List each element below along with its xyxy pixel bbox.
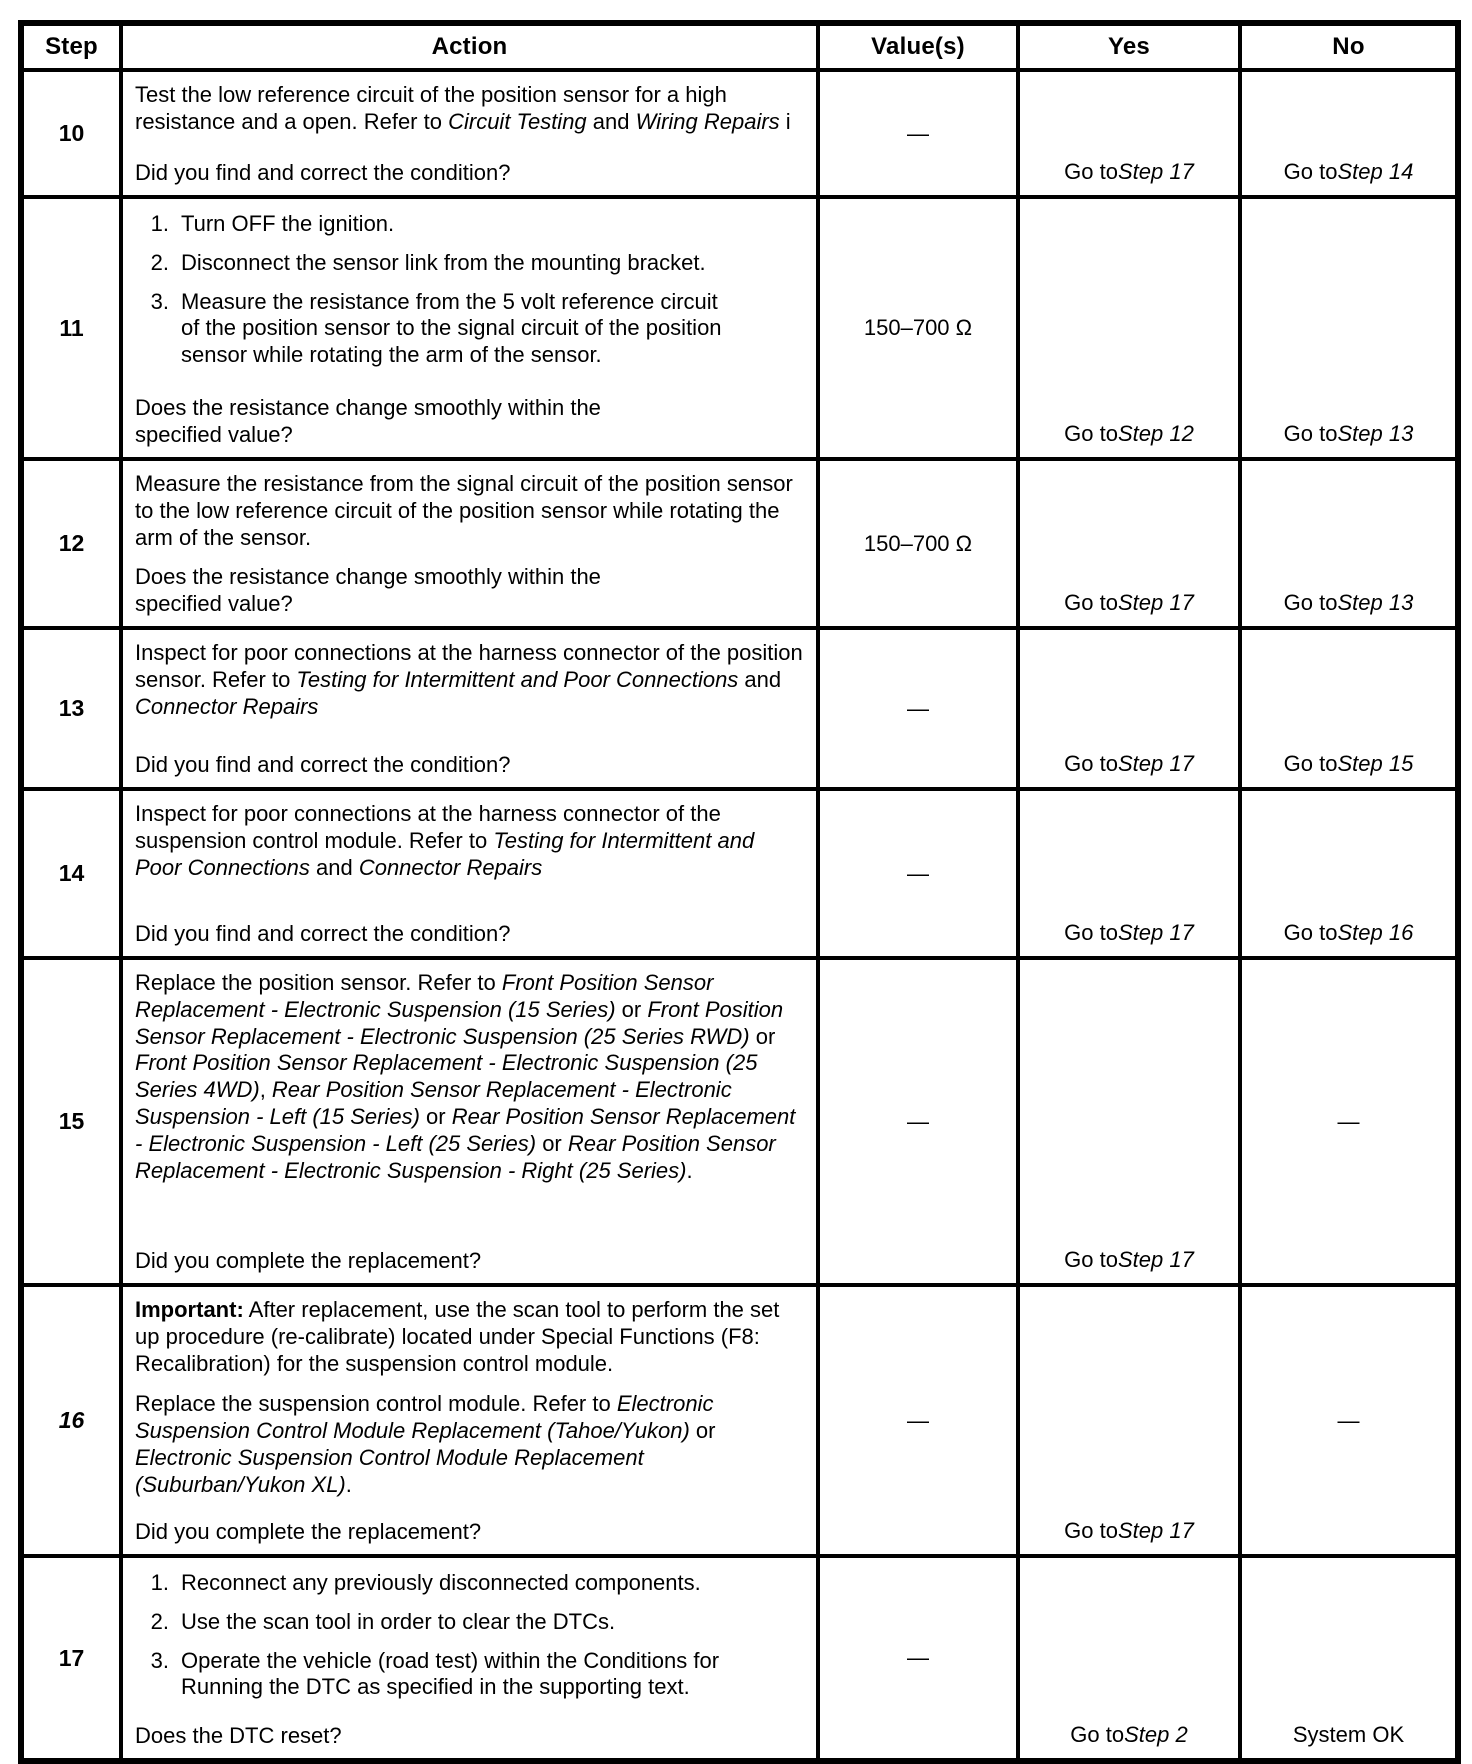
- action-question: Did you find and correct the condition?: [135, 752, 511, 778]
- value-cell: —: [818, 789, 1018, 958]
- action-cell: [121, 1556, 818, 1761]
- action-body: [135, 209, 806, 369]
- yes-cell-text: Go to Step 17: [1064, 590, 1194, 615]
- action-cell: [121, 459, 818, 628]
- column-header-no: No: [1240, 23, 1458, 70]
- step-cell: 10: [21, 70, 121, 197]
- action-question: Does the resistance change smoothly within the specified value?: [135, 395, 601, 448]
- action-question: Did you complete the replacement?: [135, 1519, 482, 1545]
- action-question: Does the resistance change smoothly within the specified value?: [135, 564, 601, 617]
- no-cell-text: Go to Step 13: [1283, 590, 1414, 615]
- step-cell: 11: [21, 197, 121, 459]
- action-question: Does the DTC reset?: [135, 1723, 342, 1749]
- action-paragraph: Replace the suspension control module. Refer to Electronic Suspension Control Module Replacement (Tahoe/Yukon) or Electronic Suspension Control Module Replacement (Suburban/Yukon XL).: [135, 1391, 716, 1497]
- no-cell: [1240, 197, 1458, 459]
- table-row: [21, 1556, 1458, 1761]
- no-cell: [1240, 789, 1458, 958]
- action-cell: [121, 70, 818, 197]
- column-header-values: Value(s): [818, 23, 1018, 70]
- no-cell-text: Go to Step 16: [1283, 920, 1414, 945]
- action-paragraph: Replace the position sensor. Refer to Front Position Sensor Replacement - Electronic Suspension (15 Series) or Front Position Sensor Replacement - Electronic Suspension (25 Series RWD) or Front Position Sensor Replacement - Electronic Suspension (25 Series 4WD), Rear Position Sensor Replacement - Electronic Suspension - Left (15 Series) or Rear Position Sensor Replacement - Electronic Suspension - Left (25 Series) or Rear Position Sensor Replacement - Electronic Suspension - Right (25 Series).: [135, 970, 796, 1183]
- yes-cell-text: Go to Step 17: [1064, 1247, 1194, 1272]
- yes-cell-text: Go to Step 17: [1064, 751, 1194, 776]
- table-row: [21, 1285, 1458, 1556]
- action-list-item: 1. Reconnect any previously disconnected components.: [150, 1570, 701, 1595]
- yes-cell: [1018, 459, 1240, 628]
- action-question: Did you complete the replacement?: [135, 1248, 482, 1274]
- action-list-item: 3. Operate the vehicle (road test) within the Conditions for Running the DTC as specified in the supporting text.: [150, 1647, 720, 1700]
- action-body: [135, 82, 806, 136]
- yes-cell-text: Go to Step 17: [1064, 159, 1194, 184]
- column-header-step: Step: [21, 23, 121, 70]
- value-cell: —: [818, 1556, 1018, 1761]
- action-list-item: 1. Turn OFF the ignition.: [150, 211, 395, 236]
- action-cell: [121, 197, 818, 459]
- step-cell: 17: [21, 1556, 121, 1761]
- no-cell-text: Go to Step 14: [1283, 159, 1414, 184]
- yes-cell-text: Go to Step 17: [1064, 1518, 1194, 1543]
- yes-cell: [1018, 789, 1240, 958]
- no-cell: [1240, 1285, 1458, 1556]
- table-row: [21, 70, 1458, 197]
- header-row: [21, 23, 1458, 70]
- column-header-yes: Yes: [1018, 23, 1240, 70]
- yes-cell: [1018, 958, 1240, 1285]
- column-header-action: Action: [121, 23, 818, 70]
- step-cell: 12: [21, 459, 121, 628]
- no-cell: [1240, 459, 1458, 628]
- table-row: [21, 459, 1458, 628]
- yes-cell: [1018, 628, 1240, 789]
- action-paragraph: Inspect for poor connections at the harness connector of the position sensor. Refer to Testing for Intermittent and Poor Connections and Connector Repairs: [135, 640, 803, 719]
- no-cell: [1240, 1556, 1458, 1761]
- value-cell: —: [818, 1285, 1018, 1556]
- table-row: [21, 197, 1458, 459]
- diagnostic-table: [18, 20, 1461, 1764]
- table-row: [21, 628, 1458, 789]
- action-cell: [121, 1285, 818, 1556]
- action-paragraph: Test the low reference circuit of the position sensor for a high resistance and a open. Refer to Circuit Testing and Wiring Repairs i: [135, 82, 791, 134]
- no-cell-text: —: [1337, 1407, 1360, 1433]
- step-cell: 13: [21, 628, 121, 789]
- table-row: [21, 789, 1458, 958]
- action-list-item: 2. Disconnect the sensor link from the mounting bracket.: [150, 249, 706, 275]
- table-row: [21, 958, 1458, 1285]
- yes-cell: [1018, 197, 1240, 459]
- action-body: [135, 471, 806, 551]
- action-body: [135, 801, 806, 881]
- action-cell: [121, 789, 818, 958]
- action-question: Did you find and correct the condition?: [135, 921, 511, 947]
- action-cell: [121, 628, 818, 789]
- step-cell: 15: [21, 958, 121, 1285]
- action-body: [135, 1297, 806, 1499]
- value-cell: —: [818, 70, 1018, 197]
- yes-cell: [1018, 1285, 1240, 1556]
- action-list-item: 2. Use the scan tool in order to clear the DTCs.: [150, 1608, 616, 1634]
- yes-cell-text: Go to Step 12: [1064, 421, 1194, 446]
- action-cell: [121, 958, 818, 1285]
- yes-cell: [1018, 1556, 1240, 1761]
- yes-cell: [1018, 70, 1240, 197]
- no-cell: [1240, 628, 1458, 789]
- step-cell: 16: [21, 1285, 121, 1556]
- value-cell: 150–700 Ω: [818, 197, 1018, 459]
- yes-cell-text: Go to Step 17: [1064, 920, 1194, 945]
- action-body: [135, 970, 806, 1185]
- action-body: [135, 640, 806, 720]
- no-cell-text: System OK: [1292, 1722, 1405, 1747]
- no-cell: [1240, 70, 1458, 197]
- action-paragraph: Measure the resistance from the signal circuit of the position sensor to the low reference circuit of the position sensor while rotating the arm of the sensor.: [135, 471, 793, 550]
- value-cell: —: [818, 628, 1018, 789]
- no-cell-text: Go to Step 13: [1283, 421, 1414, 446]
- yes-cell-text: Go to Step 2: [1070, 1722, 1188, 1747]
- action-body: [135, 1568, 806, 1701]
- action-paragraph: Inspect for poor connections at the harness connector of the suspension control module. Refer to Testing for Intermittent and Poor Connections and Connector Repairs: [135, 801, 755, 880]
- no-cell: [1240, 958, 1458, 1285]
- step-cell: 14: [21, 789, 121, 958]
- action-question: Did you find and correct the condition?: [135, 160, 511, 186]
- action-paragraph: Important: After replacement, use the scan tool to perform the set up procedure (re-calibrate) located under Special Functions (F8: Recalibration) for the suspension control module.: [135, 1297, 780, 1376]
- value-cell: 150–700 Ω: [818, 459, 1018, 628]
- table-body: [21, 70, 1458, 1761]
- no-cell-text: —: [1337, 1108, 1360, 1134]
- action-list-item: 3. Measure the resistance from the 5 volt reference circuit of the position sensor to the signal circuit of the position sensor while rotating the arm of the sensor.: [150, 288, 722, 368]
- value-cell: —: [818, 958, 1018, 1285]
- no-cell-text: Go to Step 15: [1283, 751, 1414, 776]
